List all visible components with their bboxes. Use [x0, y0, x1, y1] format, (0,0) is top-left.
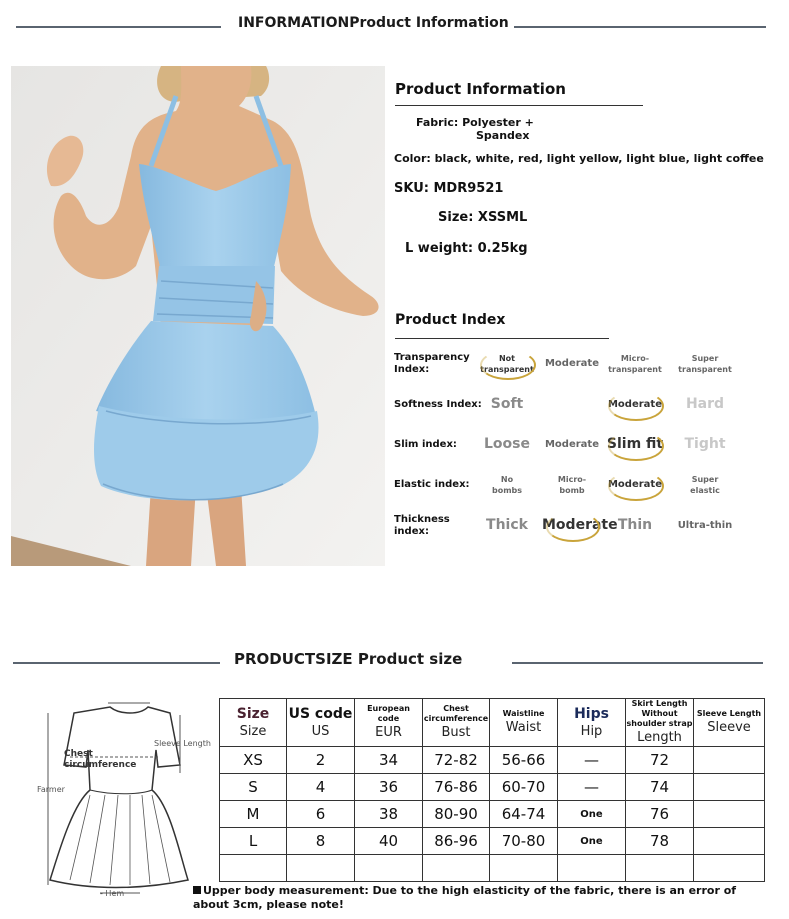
index-row-label: [394, 514, 450, 538]
table-cell: 6: [287, 801, 355, 828]
size-table-header-bottom: Bust: [441, 725, 471, 740]
index-option-text: Moderate: [544, 439, 599, 450]
index-option: [542, 474, 602, 496]
farmer-label: Farmer: [37, 785, 65, 794]
index-option-text: Loose: [484, 436, 530, 452]
size-table-header-top: Waistline: [502, 709, 545, 718]
selected-highlight-icon: [608, 471, 664, 501]
size-table-header-bottom: Size: [239, 723, 267, 739]
size-table-header-bottom: EUR: [375, 725, 402, 740]
size-table-header-bottom: Length: [637, 730, 682, 745]
table-cell: One: [558, 828, 626, 855]
table-cell: L: [220, 828, 287, 855]
table-row: [220, 855, 765, 882]
table-cell: 2: [287, 747, 355, 774]
weight-info: L weight: 0.25kg: [405, 241, 528, 256]
size-table-header-row: [220, 699, 765, 747]
index-option-text: Thick: [486, 517, 528, 533]
size-table-header-cell: [220, 699, 287, 747]
index-row-label-line: Softness Index:: [394, 399, 482, 410]
table-cell: 72: [626, 747, 694, 774]
table-cell: 70-80: [490, 828, 558, 855]
index-row-label-line: Transparency: [394, 352, 470, 363]
index-option-text: Not: [498, 354, 515, 363]
index-option: [542, 358, 602, 369]
chest-label: Chest: [64, 749, 93, 759]
table-cell: S: [220, 774, 287, 801]
table-cell: 56-66: [490, 747, 558, 774]
header-title: INFORMATIONProduct Information: [238, 15, 509, 31]
size-table-header-cell: [694, 699, 765, 747]
index-option-text: transparent: [678, 365, 732, 374]
index-option-text: Hard: [685, 396, 725, 412]
table-cell: 80-90: [423, 801, 490, 828]
index-option: [476, 436, 538, 452]
selected-highlight-icon: [480, 350, 536, 380]
index-option: [476, 396, 538, 412]
index-row-label-line: Index:: [394, 364, 430, 375]
index-option-text: Moderate: [544, 358, 599, 369]
index-option-text: No: [500, 475, 514, 484]
table-cell: 64-74: [490, 801, 558, 828]
index-option-text: transparent: [480, 365, 534, 374]
table-cell: 60-70: [490, 774, 558, 801]
measurement-diagram: [30, 695, 220, 900]
table-cell: 36: [355, 774, 423, 801]
size-table-header-top: Size: [236, 705, 270, 722]
index-row-label: [394, 352, 470, 376]
index-row-label: [394, 439, 457, 451]
table-cell: —: [558, 747, 626, 774]
index-option-text: Moderate: [607, 399, 662, 410]
index-option-text: Tight: [684, 436, 726, 452]
table-cell: [355, 855, 423, 882]
table-cell: [626, 855, 694, 882]
fabric-line-1: Fabric: Polyester +: [416, 116, 534, 129]
selected-highlight-icon: [546, 512, 600, 542]
sku-info: SKU: MDR9521: [394, 181, 504, 196]
product-index-heading: Product Index: [395, 312, 506, 328]
fabric-line-2: Spandex: [476, 129, 530, 142]
index-option: [476, 474, 538, 496]
dress-illustration: [11, 66, 385, 566]
index-option-text: transparent: [608, 365, 662, 374]
index-option: [604, 353, 666, 375]
index-row-label-line: index:: [394, 526, 429, 537]
table-cell: 72-82: [423, 747, 490, 774]
table-cell: —: [558, 774, 626, 801]
table-cell: XS: [220, 747, 287, 774]
size-table-header-bottom: Hip: [580, 723, 603, 739]
index-option-text: Slim fit: [606, 436, 664, 452]
table-cell: M: [220, 801, 287, 828]
size-table-header-cell: [626, 699, 694, 747]
product-info-heading: Product Information: [395, 80, 566, 98]
table-row: [220, 801, 765, 828]
table-cell: 86-96: [423, 828, 490, 855]
table-cell: [694, 774, 765, 801]
selected-highlight-icon: [608, 391, 664, 421]
color-info: Color: black, white, red, light yellow, light blue, light coffee: [394, 152, 764, 165]
size-rule-right: [512, 662, 763, 664]
size-rule-left: [13, 662, 220, 664]
index-option-text: Micro-: [620, 354, 650, 363]
product-photo: [11, 66, 385, 566]
table-row: [220, 828, 765, 855]
table-cell: [694, 747, 765, 774]
index-row-label: [394, 399, 482, 411]
index-row-label-line: Elastic index:: [394, 479, 470, 490]
index-option: [671, 436, 739, 452]
index-option-text: bombs: [491, 486, 523, 495]
size-table-header-top: European code: [367, 704, 410, 723]
size-table-header-top: Skirt Length Without shoulder strap: [626, 699, 693, 728]
size-table-header-bottom: Waist: [505, 720, 542, 735]
index-option-text: bomb: [559, 486, 585, 495]
size-info: Size: XSSML: [438, 210, 528, 225]
index-option-text: elastic: [690, 486, 720, 495]
index-option-text: Super: [691, 354, 719, 363]
index-option: [476, 517, 538, 533]
size-table-header-top: Chest circumference: [423, 704, 489, 723]
size-table-header-cell: [423, 699, 490, 747]
index-option-text: Super: [691, 475, 719, 484]
index-option-text: Thin: [617, 517, 653, 533]
product-index-rule: [395, 338, 609, 339]
sleeve-label: Sleeve Length: [154, 739, 211, 748]
size-table-header-bottom: US: [311, 723, 330, 739]
product-info-rule: [395, 105, 643, 106]
size-table-header-top: Sleeve Length: [696, 709, 762, 718]
index-row-label-line: Thickness: [394, 514, 450, 525]
index-option: [542, 439, 602, 450]
selected-highlight-icon: [608, 431, 664, 461]
measurement-note: [193, 884, 753, 912]
table-cell: 8: [287, 828, 355, 855]
table-cell: [694, 801, 765, 828]
table-cell: 4: [287, 774, 355, 801]
hem-label: - Hem: [100, 889, 125, 898]
size-table-header-top: US code: [288, 705, 353, 722]
size-table-header-cell: [558, 699, 626, 747]
index-option: [604, 517, 666, 533]
table-cell: [694, 855, 765, 882]
header-rule-left: [16, 26, 221, 28]
header-rule-right: [514, 26, 766, 28]
table-row: [220, 774, 765, 801]
dress-outline-icon: [30, 695, 220, 900]
index-option: [671, 396, 739, 412]
index-option-text: Ultra-thin: [677, 520, 733, 531]
table-cell: 76-86: [423, 774, 490, 801]
index-row-label-line: Slim index:: [394, 439, 457, 450]
size-table: [219, 698, 765, 882]
square-bullet-icon: [193, 886, 201, 894]
index-option: [671, 520, 739, 531]
index-row-label: [394, 479, 470, 491]
table-cell: [558, 855, 626, 882]
table-cell: One: [558, 801, 626, 828]
index-option-text: Moderate: [542, 517, 618, 533]
table-cell: [220, 855, 287, 882]
table-cell: [490, 855, 558, 882]
size-table-header-cell: [490, 699, 558, 747]
table-cell: [694, 828, 765, 855]
size-table-header-bottom: Sleeve: [707, 720, 751, 735]
table-cell: 34: [355, 747, 423, 774]
measurement-note-text: Upper body measurement: Due to the high elasticity of the fabric, there is an error of about 3cm, please note!: [193, 884, 737, 911]
table-cell: 38: [355, 801, 423, 828]
index-option-text: Moderate: [607, 479, 662, 490]
table-cell: [423, 855, 490, 882]
table-cell: 74: [626, 774, 694, 801]
circumference-label: circumference: [64, 760, 137, 770]
index-option-text: Soft: [490, 396, 524, 412]
index-option: [671, 353, 739, 375]
index-option-text: Micro-: [557, 475, 587, 484]
size-table-header-cell: [355, 699, 423, 747]
size-section-title: PRODUCTSIZE Product size: [234, 650, 463, 668]
table-cell: 40: [355, 828, 423, 855]
table-row: [220, 747, 765, 774]
size-table-header-top: Hips: [574, 705, 609, 722]
size-table-header-cell: [287, 699, 355, 747]
table-cell: 78: [626, 828, 694, 855]
table-cell: [287, 855, 355, 882]
table-cell: 76: [626, 801, 694, 828]
index-option: [671, 474, 739, 496]
